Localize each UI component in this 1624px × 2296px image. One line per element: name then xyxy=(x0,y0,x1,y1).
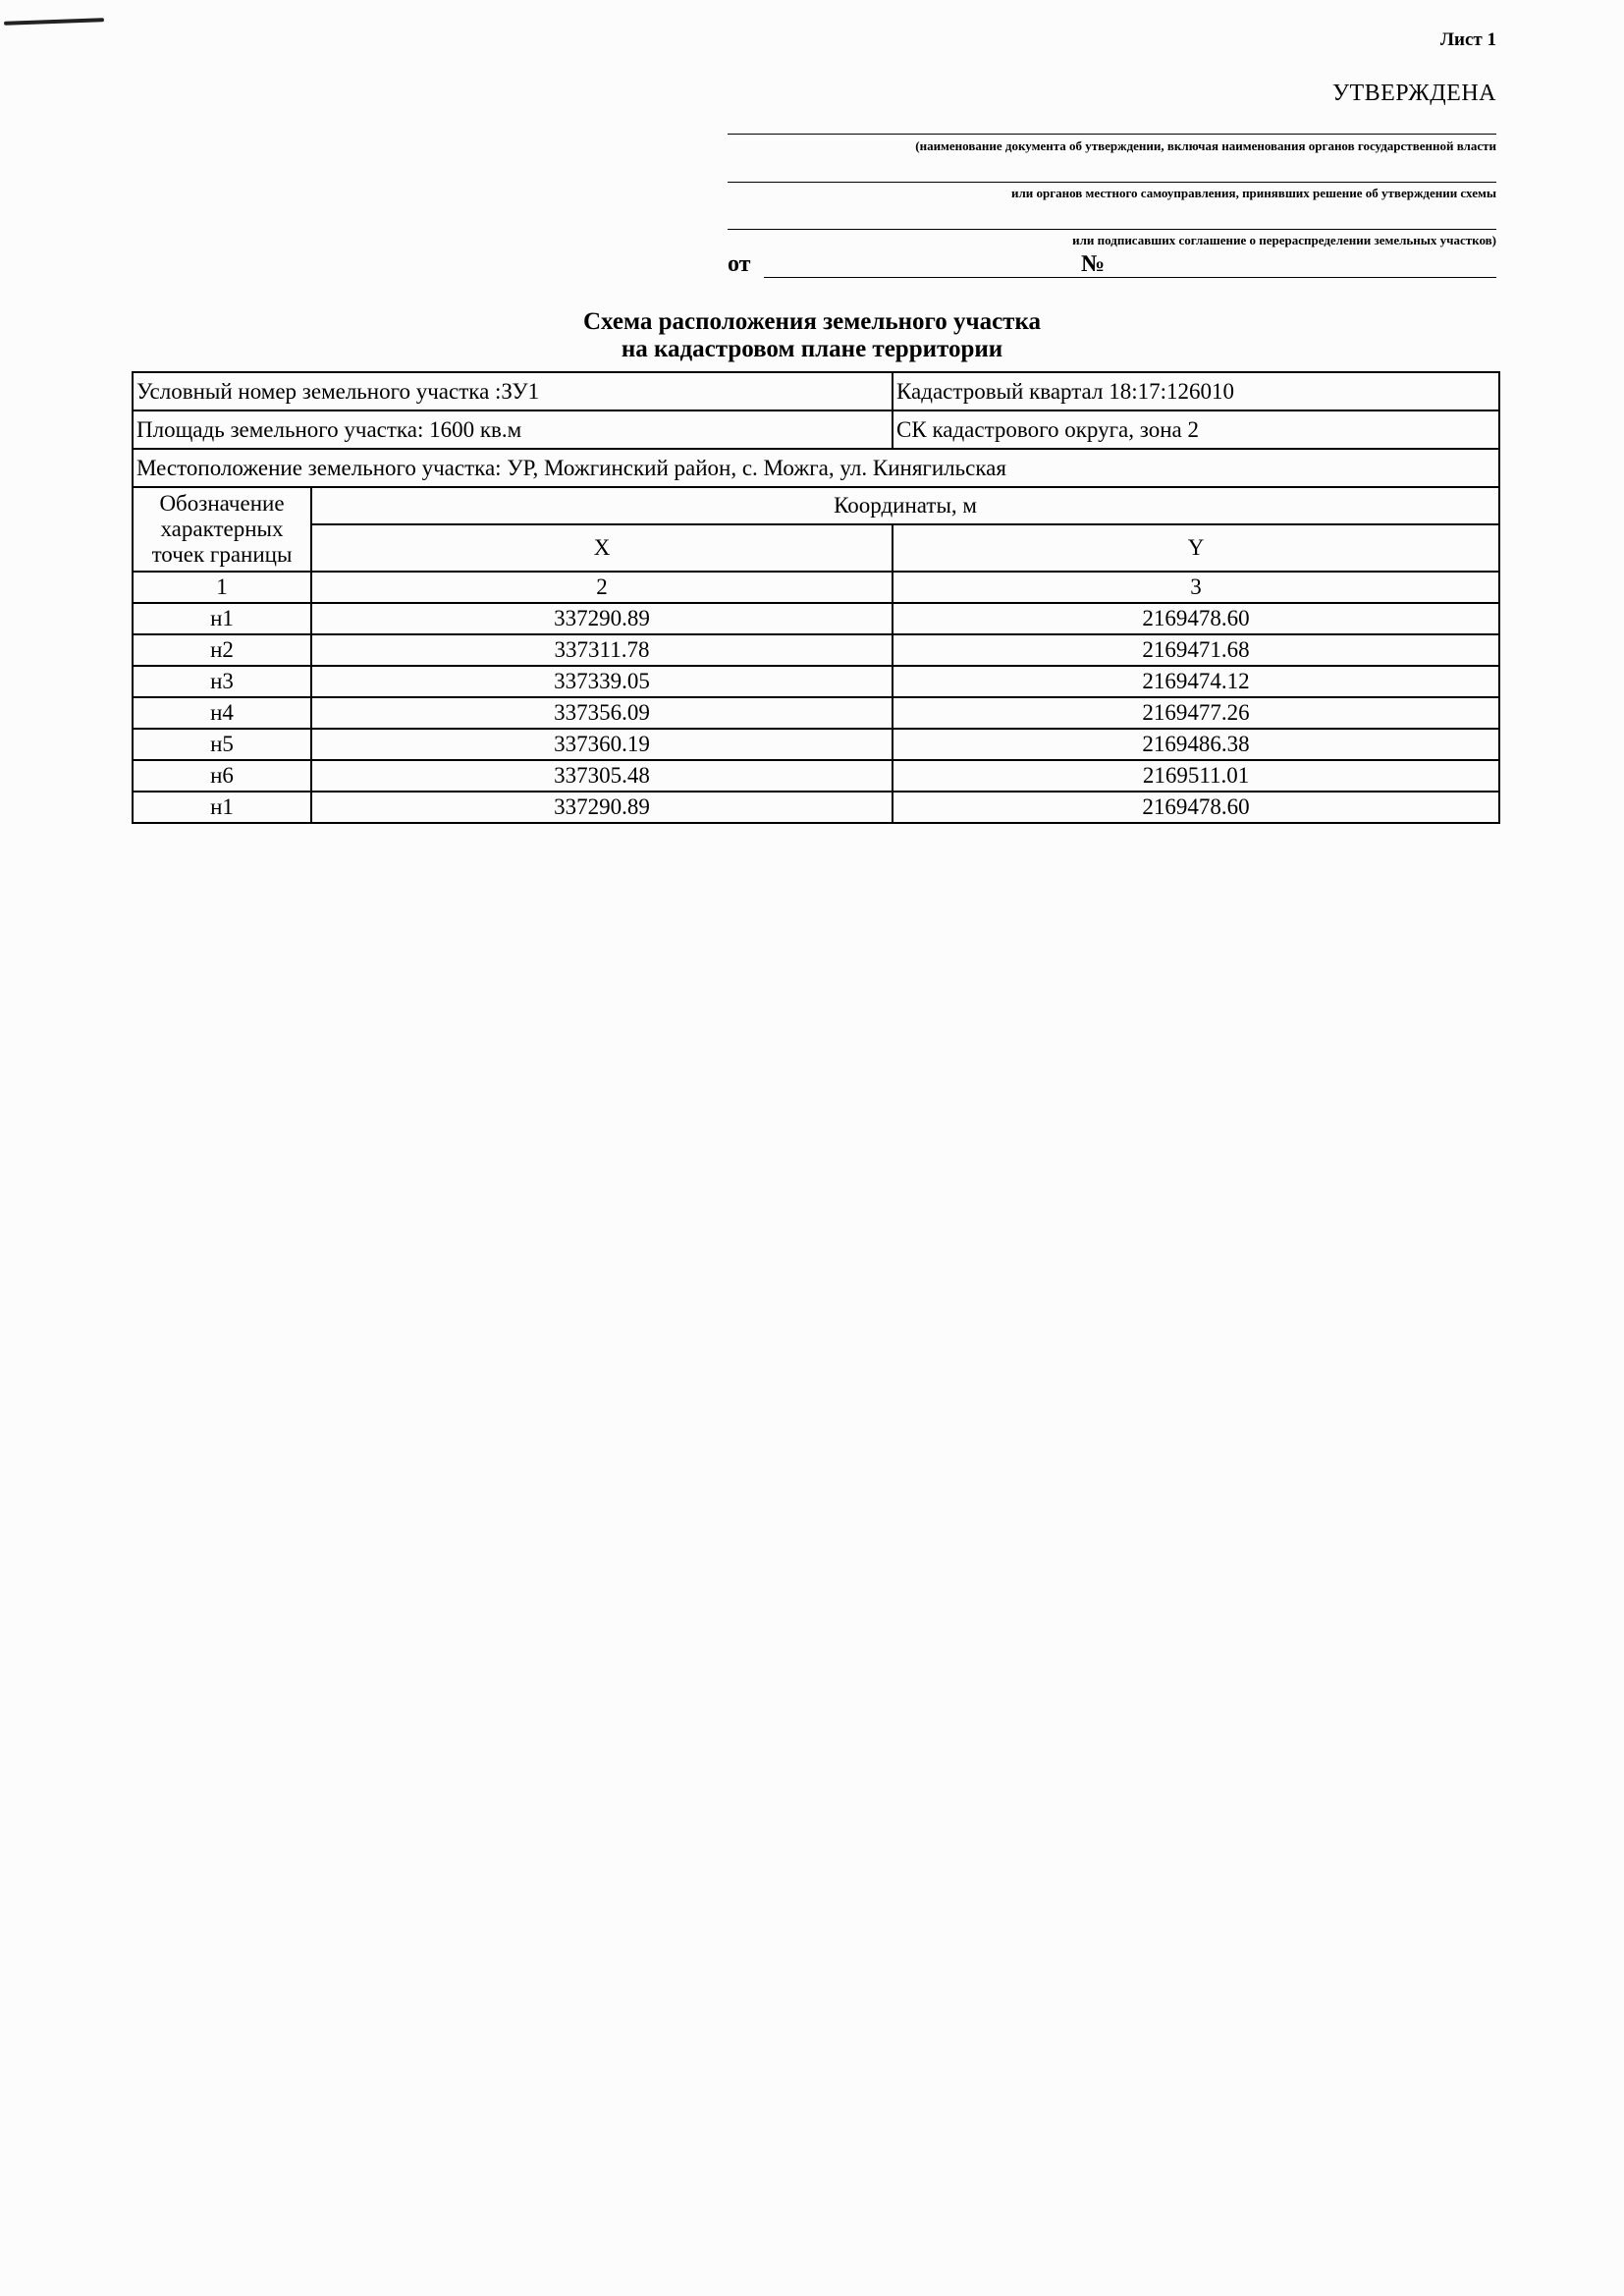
y-cell: 2169471.68 xyxy=(893,634,1499,666)
from-label: от xyxy=(728,251,751,277)
title-line-2: на кадастровом плане территории xyxy=(621,336,1003,362)
table-header-row xyxy=(133,524,1499,572)
number-label: № xyxy=(1081,251,1106,277)
y-cell: 2169477.26 xyxy=(893,697,1499,729)
approval-caption-1: (наименование документа об утверждении, включая наименования органов государственной власти xyxy=(915,138,1496,153)
y-cell: 2169511.01 xyxy=(893,760,1499,792)
table-row xyxy=(133,729,1499,760)
x-cell: 337356.09 xyxy=(311,697,893,729)
approval-caption-2: или органов местного самоуправления, принявших решение об утверждении схемы xyxy=(1010,186,1496,200)
point-cell: н1 xyxy=(133,792,311,823)
point-header: Обозначение характерных точек границы xyxy=(133,487,311,572)
table-row xyxy=(133,760,1499,792)
approval-caption-3: или подписавших соглашение о перераспределении земельных участков) xyxy=(1072,233,1496,247)
cadastral-quarter-cell: Кадастровый квартал 18:17:126010 xyxy=(893,372,1499,410)
plot-number-cell: Условный номер земельного участка :ЗУ1 xyxy=(133,372,893,410)
approval-line-3 xyxy=(728,229,1496,230)
area-cell: Площадь земельного участка: 1600 кв.м xyxy=(133,410,893,449)
x-cell: 337290.89 xyxy=(311,603,893,634)
approval-line-2 xyxy=(728,182,1496,183)
info-row xyxy=(133,449,1499,487)
y-cell: 2169478.60 xyxy=(893,792,1499,823)
location-cell: Местоположение земельного участка: УР, Можгинский район, с. Можга, ул. Кинягильская xyxy=(133,449,1499,487)
sheet-number: Лист 1 xyxy=(1439,29,1496,50)
column-number: 1 xyxy=(133,572,311,603)
info-row xyxy=(133,410,1499,449)
number-field-line xyxy=(1112,277,1496,278)
coord-system-cell: СК кадастрового округа, зона 2 xyxy=(893,410,1499,449)
coordinates-table xyxy=(132,371,1500,824)
point-cell: н3 xyxy=(133,666,311,697)
table-row xyxy=(133,603,1499,634)
x-cell: 337360.19 xyxy=(311,729,893,760)
column-number-row xyxy=(133,572,1499,603)
x-cell: 337311.78 xyxy=(311,634,893,666)
y-header: Y xyxy=(893,524,1499,572)
approval-date-number xyxy=(728,251,1496,281)
point-cell: н2 xyxy=(133,634,311,666)
y-cell: 2169486.38 xyxy=(893,729,1499,760)
column-number: 3 xyxy=(893,572,1499,603)
x-cell: 337305.48 xyxy=(311,760,893,792)
table-row xyxy=(133,697,1499,729)
table-row xyxy=(133,634,1499,666)
y-cell: 2169478.60 xyxy=(893,603,1499,634)
title-line-1: Схема расположения земельного участка xyxy=(583,308,1041,335)
table-header-row xyxy=(133,487,1499,524)
info-row xyxy=(133,372,1499,410)
point-cell: н4 xyxy=(133,697,311,729)
scan-mark xyxy=(4,18,104,26)
coords-header: Координаты, м xyxy=(311,487,1499,524)
point-cell: н1 xyxy=(133,603,311,634)
x-cell: 337339.05 xyxy=(311,666,893,697)
approved-label: УТВЕРЖДЕНА xyxy=(1331,81,1496,106)
y-cell: 2169474.12 xyxy=(893,666,1499,697)
approval-line-1 xyxy=(728,134,1496,135)
date-field-line xyxy=(764,277,1112,278)
table-row xyxy=(133,792,1499,823)
document-title xyxy=(0,308,1624,363)
point-cell: н6 xyxy=(133,760,311,792)
x-header: X xyxy=(311,524,893,572)
x-cell: 337290.89 xyxy=(311,792,893,823)
column-number: 2 xyxy=(311,572,893,603)
point-cell: н5 xyxy=(133,729,311,760)
table-row xyxy=(133,666,1499,697)
